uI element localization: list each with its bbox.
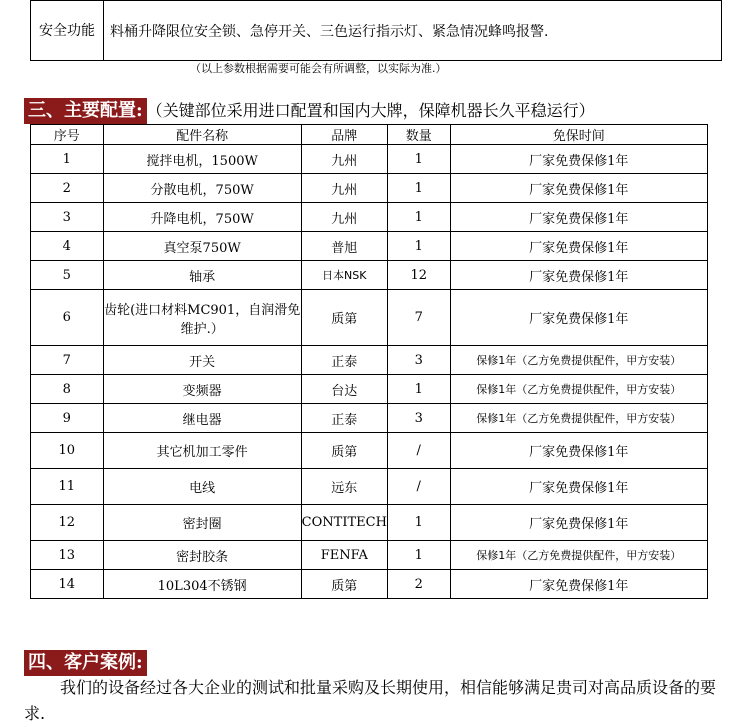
row-no: 6 <box>31 290 104 346</box>
row-no: 14 <box>31 570 104 599</box>
row-name: 变频器 <box>103 375 301 404</box>
table-row <box>31 505 708 541</box>
table-row <box>31 203 708 232</box>
section3-heading <box>24 98 595 124</box>
row-no: 3 <box>31 203 104 232</box>
row-warranty: 厂家免费保修1年 <box>450 469 707 505</box>
table-row <box>31 433 708 469</box>
row-name: 搅拌电机，1500W <box>103 145 301 174</box>
row-warranty: 保修1年（乙方免费提供配件，甲方安装） <box>450 404 707 433</box>
row-brand: 正泰 <box>301 404 387 433</box>
row-no: 5 <box>31 261 104 290</box>
table-row <box>31 541 708 570</box>
row-qty: 1 <box>387 174 450 203</box>
row-qty: 12 <box>387 261 450 290</box>
table-row <box>31 570 708 599</box>
table-row <box>31 290 708 346</box>
table-row <box>31 404 708 433</box>
header-brand: 品牌 <box>301 125 387 145</box>
row-no: 9 <box>31 404 104 433</box>
row-brand: 质第 <box>301 570 387 599</box>
row-name: 密封胶条 <box>103 541 301 570</box>
row-brand: FENFA <box>301 541 387 570</box>
parts-table <box>30 124 708 599</box>
row-name: 分散电机，750W <box>103 174 301 203</box>
row-brand: 台达 <box>301 375 387 404</box>
header-no: 序号 <box>31 125 104 145</box>
row-warranty: 厂家免费保修1年 <box>450 145 707 174</box>
row-warranty: 厂家免费保修1年 <box>450 505 707 541</box>
row-no: 4 <box>31 232 104 261</box>
section3-subtitle: （关键部位采用进口配置和国内大牌，保障机器长久平稳运行） <box>146 101 595 120</box>
table-row <box>31 145 708 174</box>
row-warranty: 厂家免费保修1年 <box>450 570 707 599</box>
row-no: 12 <box>31 505 104 541</box>
safety-table <box>30 0 722 61</box>
row-name: 10L304不锈钢 <box>103 570 301 599</box>
row-brand: 质第 <box>301 433 387 469</box>
row-name: 电线 <box>103 469 301 505</box>
row-name: 继电器 <box>103 404 301 433</box>
row-brand: 质第 <box>301 290 387 346</box>
safety-label: 安全功能 <box>31 1 104 61</box>
safety-value: 料桶升降限位安全锁、急停开关、三色运行指示灯、紧急情况蜂鸣报警. <box>104 1 722 61</box>
row-qty: 2 <box>387 570 450 599</box>
row-no: 8 <box>31 375 104 404</box>
row-qty: 1 <box>387 375 450 404</box>
row-brand: 九州 <box>301 145 387 174</box>
row-warranty: 厂家免费保修1年 <box>450 261 707 290</box>
row-name: 密封圈 <box>103 505 301 541</box>
row-warranty: 厂家免费保修1年 <box>450 174 707 203</box>
row-name: 轴承 <box>103 261 301 290</box>
row-brand: CONTITECH <box>301 505 387 541</box>
row-warranty: 保修1年（乙方免费提供配件，甲方安装） <box>450 375 707 404</box>
row-no: 7 <box>31 346 104 375</box>
section3-title: 三、主要配置: <box>24 98 147 124</box>
row-qty: 7 <box>387 290 450 346</box>
row-name: 齿轮(进口材料MC901，自润滑免维护.） <box>103 290 301 346</box>
row-brand: 日本NSK <box>301 261 387 290</box>
row-brand: 九州 <box>301 174 387 203</box>
row-warranty: 厂家免费保修1年 <box>450 203 707 232</box>
table-row <box>31 469 708 505</box>
row-brand: 九州 <box>301 203 387 232</box>
row-name: 其它机加工零件 <box>103 433 301 469</box>
row-warranty: 保修1年（乙方免费提供配件，甲方安装） <box>450 541 707 570</box>
row-qty: 1 <box>387 203 450 232</box>
row-brand: 远东 <box>301 469 387 505</box>
section4-title: 四、客户案例: <box>24 650 147 676</box>
row-warranty: 厂家免费保修1年 <box>450 232 707 261</box>
row-qty: 3 <box>387 404 450 433</box>
section4-heading <box>24 650 147 676</box>
row-warranty: 厂家免费保修1年 <box>450 290 707 346</box>
params-note: （以上参数根据需要可能会有所调整，以实际为准.） <box>190 62 447 75</box>
row-qty: 1 <box>387 145 450 174</box>
row-no: 2 <box>31 174 104 203</box>
row-qty: 3 <box>387 346 450 375</box>
row-no: 11 <box>31 469 104 505</box>
row-qty: / <box>387 469 450 505</box>
table-row <box>31 261 708 290</box>
header-warranty: 免保时间 <box>450 125 707 145</box>
table-row <box>31 346 708 375</box>
table-row <box>31 232 708 261</box>
table-header-row <box>31 125 708 145</box>
row-no: 1 <box>31 145 104 174</box>
row-qty: / <box>387 433 450 469</box>
row-qty: 1 <box>387 232 450 261</box>
row-qty: 1 <box>387 505 450 541</box>
header-name: 配件名称 <box>103 125 301 145</box>
section4-body: 我们的设备经过各大企业的测试和批量采购及长期使用，相信能够满足贵司对高品质设备的要求. <box>24 678 717 723</box>
table-row <box>31 375 708 404</box>
row-no: 13 <box>31 541 104 570</box>
row-brand: 正泰 <box>301 346 387 375</box>
table-row <box>31 174 708 203</box>
row-name: 升降电机，750W <box>103 203 301 232</box>
row-warranty: 厂家免费保修1年 <box>450 433 707 469</box>
row-brand: 普旭 <box>301 232 387 261</box>
row-qty: 1 <box>387 541 450 570</box>
row-name: 真空泵750W <box>103 232 301 261</box>
row-name: 开关 <box>103 346 301 375</box>
row-no: 10 <box>31 433 104 469</box>
header-qty: 数量 <box>387 125 450 145</box>
row-warranty: 保修1年（乙方免费提供配件，甲方安装） <box>450 346 707 375</box>
